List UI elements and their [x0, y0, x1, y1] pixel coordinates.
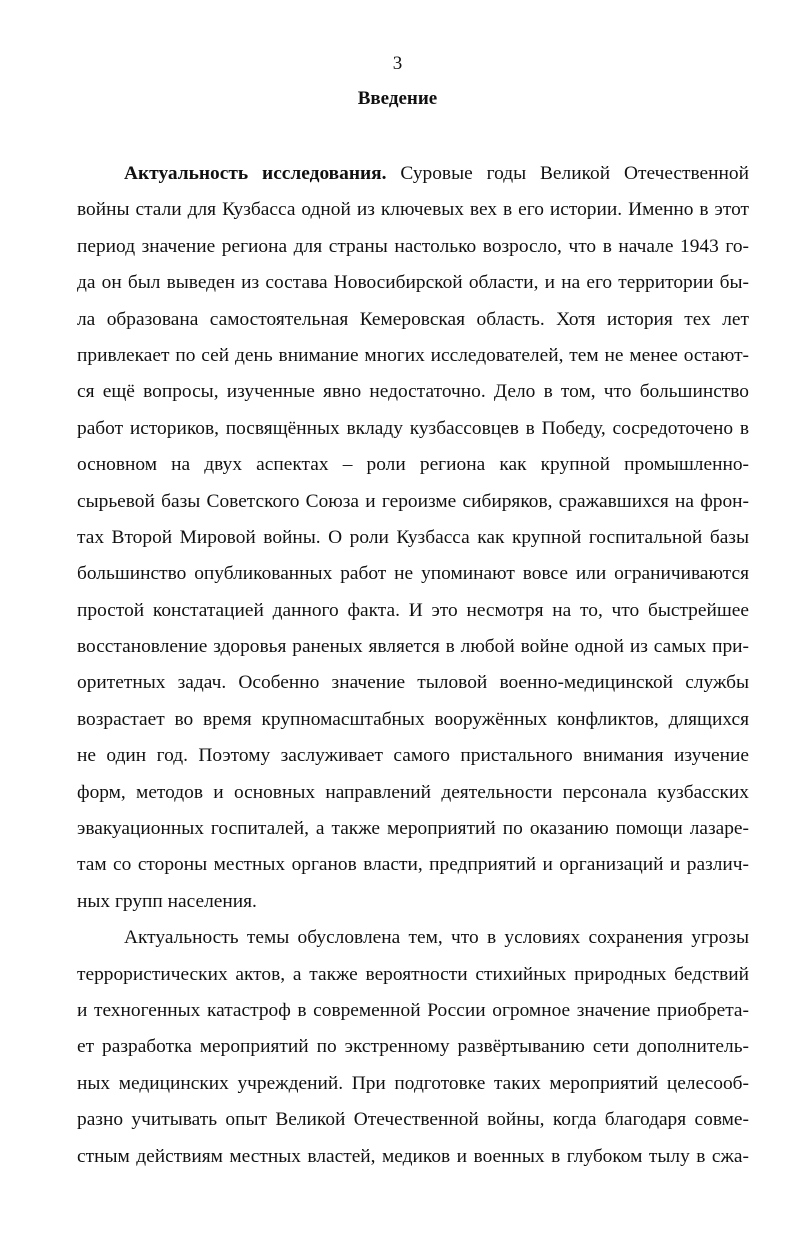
text-line: период значение региона для страны настолько возросло, что в начале 1943 го-: [77, 235, 749, 257]
text-line: ет разработка мероприятий по экстренному развёртыванию сети дополнитель-: [77, 1036, 749, 1058]
paragraph-1-line-1: [77, 156, 749, 192]
text-line: сырьевой базы Советского Союза и героизме сибиряков, сражавшихся на фрон-: [77, 490, 749, 512]
text-line: да он был выведен из состава Новосибирской области, и на его территории бы-: [77, 272, 749, 294]
text-line: террористических актов, а также вероятности стихийных природных бедствий: [77, 963, 749, 985]
page-number: 3: [392, 53, 403, 74]
text-line: большинство опубликованных работ не упоминают вовсе или ограничиваются: [77, 563, 749, 585]
text-line: Суровые годы Великой Отечественной: [386, 163, 749, 184]
text-line: стным действиям местных властей, медиков и военных в глубоком тылу в сжа-: [77, 1145, 749, 1167]
text-line: основном на двух аспектах – роли региона как крупной промышленно-: [77, 454, 749, 476]
text-line: войны стали для Кузбасса одной из ключевых вех в его истории. Именно в этот: [77, 199, 749, 221]
text-line: ся ещё вопросы, изученные явно недостаточно. Дело в том, что большинство: [77, 381, 749, 403]
text-line: там со стороны местных органов власти, предприятий и организаций и различ-: [77, 854, 749, 876]
text-line: работ историков, посвящённых вкладу кузбассовцев в Победу, сосредоточено в: [77, 417, 749, 439]
text-line: ла образована самостоятельная Кемеровская область. Хотя история тех лет: [77, 308, 749, 330]
section-heading: Введение: [357, 88, 438, 109]
text-line: оритетных задач. Особенно значение тыловой военно-медицинской службы: [77, 672, 749, 694]
body-text: [77, 156, 749, 1175]
text-line: форм, методов и основных направлений деятельности персонала кузбасских: [77, 781, 749, 803]
text-line: восстановление здоровья раненых является в любой войне одной из самых при-: [77, 636, 749, 658]
text-line: простой констатацией данного факта. И это несмотря на то, что быстрейшее: [77, 599, 749, 621]
text-line: ных медицинских учреждений. При подготовке таких мероприятий целесооб-: [77, 1072, 749, 1094]
text-line: не один год. Поэтому заслуживает самого пристального внимания изучение: [77, 745, 749, 767]
text-line: ных групп населения.: [77, 890, 257, 912]
paragraph-lead: Актуальность исследования.: [124, 163, 387, 184]
paragraph-2-line-1: Актуальность темы обусловлена тем, что в условиях сохранения угрозы: [124, 927, 749, 949]
text-line: привлекает по сей день внимание многих исследователей, тем не менее остают-: [77, 344, 749, 366]
text-line: возрастает во время крупномасштабных вооружённых конфликтов, длящихся: [77, 708, 749, 730]
text-line: разно учитывать опыт Великой Отечественной войны, когда благодаря совме-: [77, 1109, 749, 1131]
text-line: тах Второй Мировой войны. О роли Кузбасса как крупной госпитальной базы: [77, 526, 749, 548]
text-line: эвакуационных госпиталей, а также мероприятий по оказанию помощи лазаре-: [77, 818, 749, 840]
text-line: и техногенных катастроф в современной России огромное значение приобрета-: [77, 999, 749, 1021]
